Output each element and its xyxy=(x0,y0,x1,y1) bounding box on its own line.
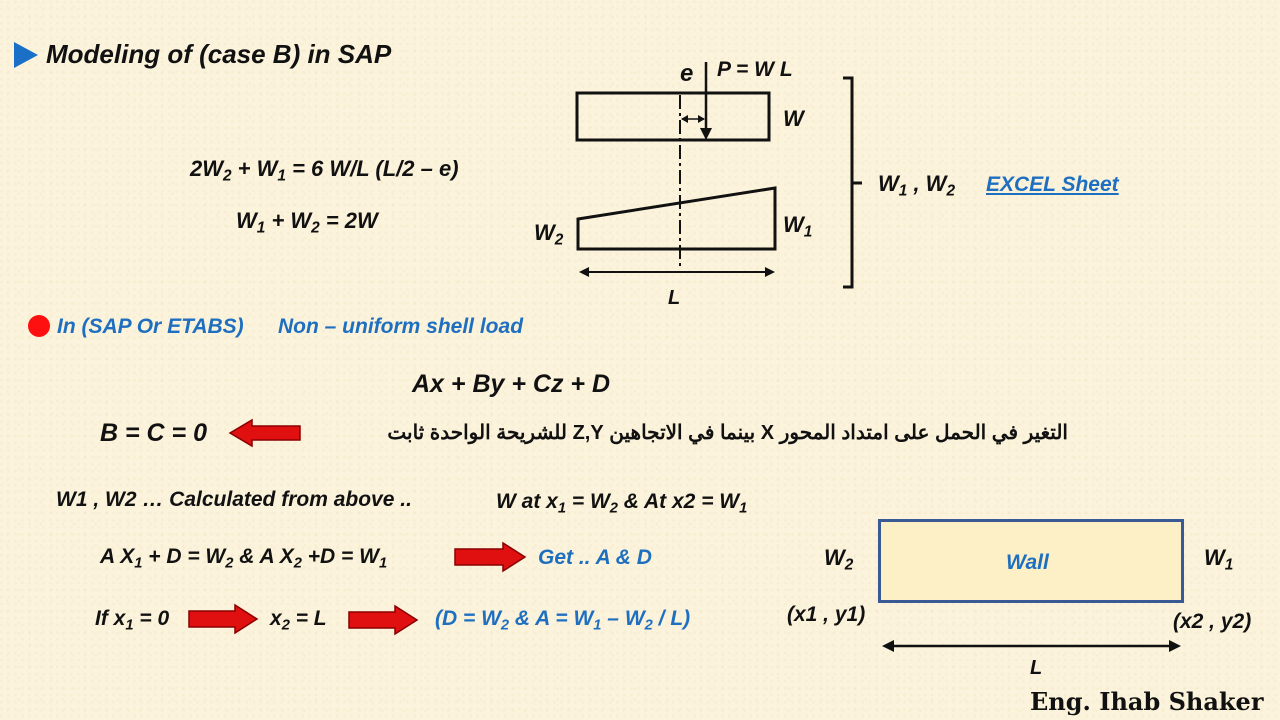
if-x1-zero: If $x_1 = 0$ xyxy=(95,607,170,634)
calculated-note: W1 , W2 … Calculated from above .. xyxy=(56,488,412,511)
red-bullet-icon xyxy=(28,315,50,337)
pressure-trapezoid xyxy=(578,188,775,249)
length-label: L xyxy=(668,287,681,309)
footing-plan-rect xyxy=(577,93,769,140)
load-arrowhead xyxy=(700,128,712,140)
wall-label: Wall xyxy=(1006,551,1049,574)
ecc-arrow-right xyxy=(698,115,705,123)
right-bracket xyxy=(843,78,852,287)
bracket-w-label: $W_1$ , $W_2$ xyxy=(878,171,955,200)
arabic-explanation: التغير في الحمل على امتداد المحور X بينما في الاتجاهين Z,Y للشريحة الواحدة ثابت xyxy=(387,422,1068,444)
equation-1: $2W_2 + W_1 = 6$ W/L (L/2 – e) xyxy=(190,156,459,185)
plane-formula: Ax + By + Cz + D xyxy=(412,370,610,398)
ax-equations: A $X_1 + D = W_2$ & A $X_2 +D = W_1$ xyxy=(100,545,388,572)
point1-label: (x1 , y1) xyxy=(787,603,866,626)
wall-length-label: L xyxy=(1030,657,1043,679)
author-signature: Eng. Ihab Shaker xyxy=(1030,687,1264,716)
red-arrow-right-icon xyxy=(347,604,419,636)
length-arrow-right xyxy=(765,267,775,277)
w-at-x-note: W at $x_1 = W_2$ & At $x2 = W_1$ xyxy=(496,490,748,517)
result-equation: ($D = W_2$ & $A = W_1 - W_2 / L$) xyxy=(435,607,691,634)
ecc-arrow-left xyxy=(681,115,688,123)
w2-label: $W_2$ xyxy=(534,220,564,249)
length-arrow-left xyxy=(579,267,589,277)
load-label: P = W L xyxy=(717,58,793,81)
red-arrow-left-icon xyxy=(228,418,302,448)
w-label: W xyxy=(783,106,804,131)
wall-w2-label: $W_2$ xyxy=(824,545,854,574)
excel-sheet-link[interactable]: EXCEL Sheet xyxy=(986,173,1119,196)
get-a-d-label: Get .. A & D xyxy=(538,546,652,569)
equation-2: $W_1 + W_2 = 2W$ xyxy=(236,208,378,237)
red-arrow-right-icon xyxy=(453,541,527,573)
load-type-label: Non – uniform shell load xyxy=(278,315,524,338)
wall-w1-label: $W_1$ xyxy=(1204,545,1234,574)
page-title: Modeling of (case B) in SAP xyxy=(46,39,392,69)
bc-zero-label: B = C = 0 xyxy=(100,419,207,447)
x2-equals-l: $x_2 = L$ xyxy=(270,607,327,634)
red-arrow-right-icon xyxy=(187,603,259,635)
eccentricity-label: e xyxy=(680,60,694,87)
w1-label: $W_1$ xyxy=(783,212,813,241)
software-label: In (SAP Or ETABS) xyxy=(57,315,244,338)
point2-label: (x2 , y2) xyxy=(1173,610,1252,633)
